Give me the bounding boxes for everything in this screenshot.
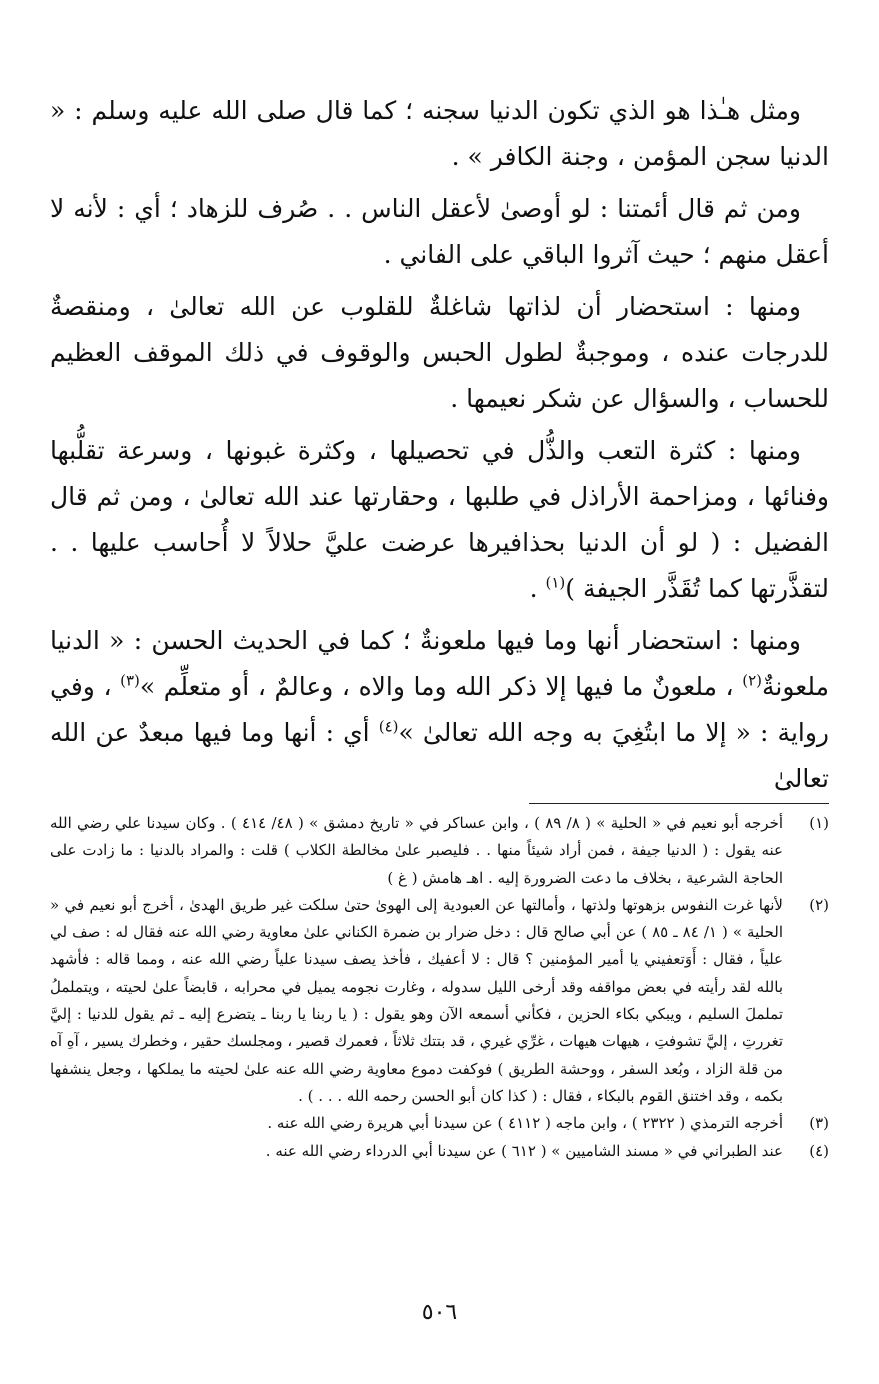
main-text — [50, 88, 829, 808]
footnote-ref-2[interactable]: (٢) — [742, 671, 762, 690]
footnote-ref-4[interactable]: (٤) — [378, 717, 399, 736]
footnote-3 — [50, 1110, 829, 1137]
paragraph-4-end: . — [529, 574, 546, 603]
footnote-number: (٤) — [809, 1141, 829, 1160]
footnote-divider — [529, 803, 829, 804]
paragraph-5-part4: أي : أنها وما فيها مبعدٌ عن الله تعالىٰ — [50, 718, 829, 793]
footnote-text: أخرجه الترمذي ( ٢٣٢٢ ) ، وابن ماجه ( ٤١١٢ ) عن سيدنا أبي هريرة رضي الله عنه . — [267, 1114, 783, 1133]
paragraph-1: ومثل هـٰذا هو الذي تكون الدنيا سجنه ؛ كما قال صلى الله عليه وسلم : « الدنيا سجن المؤمن ، وجنة الكافر » . — [50, 96, 829, 171]
footnote-number: (٢) — [809, 895, 829, 914]
paragraph-3: ومنها : استحضار أن لذاتها شاغلةٌ للقلوب عن الله تعالىٰ ، ومنقصةٌ للدرجات عنده ، وموجبةٌ لطول الحبس والوقوف في ذلك الموقف العظيم للحساب ، والسؤال عن شكر نعيمها . — [50, 292, 829, 413]
paragraph-5-part2: ، ملعونٌ ما فيها إلا ذكر الله وما والاه ، وعالمٌ ، أو متعلِّم » — [139, 672, 743, 701]
footnote-2 — [50, 892, 829, 1110]
footnote-1 — [50, 810, 829, 892]
page-number: ٥٠٦ — [421, 1300, 458, 1325]
footnote-number: (١) — [809, 814, 829, 832]
paragraph-2: ومن ثم قال أئمتنا : لو أوصىٰ لأعقل الناس . . صُرف للزهاد ؛ أي : لأنه لا أعقل منهم ؛ حيث آثروا الباقي على الفاني . — [50, 194, 829, 269]
footnote-text: لأنها غرت النفوس بزهوتها ولذتها ، وأمالتها عن العبودية إلى الهوىٰ حتىٰ سلكت غير طريق الهدىٰ ، أخرج أبو نعيم في « الحلية » ( ١/ ٨٤ ـ ٨٥ ) عن أبي صالح قال : دخل ضرار بن ضمرة الكناني علىٰ معاوية رضي الله عنه فقال له : صف لي علياً ، فقال : أَوَتعفيني يا أمير المؤمنين ؟ قال : لا أعفيك ، فأخذ يصف سيدنا علياً رضي الله عنه ، ومما قاله : فأشهد بالله لقد رأيته في بعض مواقفه وقد أرخى الليل سدوله ، وغارت نجومه يميل في محرابه ، قابضاً علىٰ لحيته ، ويتململُ تململَ السليم ، ويبكي بكاء الحزين ، فكأني أسمعه الآن وهو يقول : ( يا ربنا يا ربنا ـ يتضرع إليه ـ ثم يقول للدنيا : إليَّ تغررتِ ، إليَّ تشوفتِ ، هيهات هيهات ، غرِّي غيري ، قد بتتك ثلاثاً ، فعمرك قصير ، ومجلسك حقير ، وخطرك يسير ، آهِ آه من قلة الزاد ، وبُعد السفر ، ووحشة الطريق ) فوكفت دموع معاوية رضي الله عنه علىٰ لحيته ما يملكها ، وجعل ينشفها بكمه ، وقد اختنق القوم بالبكاء ، فقال : ( كذا كان أبو الحسن رحمه الله . . . ) . — [50, 895, 783, 1105]
footnote-4 — [50, 1138, 829, 1165]
footnote-text: عند الطبراني في « مسند الشاميين » ( ٦١٢ ) عن سيدنا أبي الدرداء رضي الله عنه . — [265, 1141, 783, 1160]
footnote-text: أخرجه أبو نعيم في « الحلية » ( ٨/ ٨٩ ) ، وابن عساكر في « تاريخ دمشق » ( ٤٨/ ٤١٤ ) . وكان سيدنا علي رضي الله عنه يقول : ( الدنيا جيفة ، فمن أراد شيئاً منها . . فليصبر علىٰ مخالطة الكلاب ) قلت : والمراد بالدنيا : ما زادت على الحاجة الشرعية ، بخلاف ما دعت الضرورة إليه . اهـ هامش ( غ ) — [50, 814, 784, 887]
footnotes — [50, 810, 829, 1165]
paragraph-5-part3: ، وفي رواية : « إلا ما ابتُغِيَ به وجه الله تعالىٰ » — [50, 672, 829, 747]
paragraph-5-part1: ومنها : استحضار أنها وما فيها ملعونةٌ ؛ كما في الحديث الحسن : « الدنيا ملعونةٌ — [50, 626, 830, 701]
paragraph-4 — [50, 428, 829, 612]
paragraph-4-text: ومنها : كثرة التعب والذُّل في تحصيلها ، وكثرة غبونها ، وسرعة تقلُّبها وفنائها ، ومزاحمة الأراذل في طلبها ، وحقارتها عند الله تعالىٰ ، ومن ثم قال الفضيل : ( لو أن الدنيا بحذافيرها عرضت عليَّ حلالاً لا أُحاسب عليها . . لتقذَّرتها كما تُقَذَّر الجيفة ) — [50, 436, 829, 603]
footnote-ref-3[interactable]: (٣) — [120, 671, 140, 690]
footnote-ref-1[interactable]: (١) — [545, 573, 566, 592]
footnote-number: (٣) — [809, 1114, 829, 1133]
paragraph-5 — [50, 618, 829, 802]
